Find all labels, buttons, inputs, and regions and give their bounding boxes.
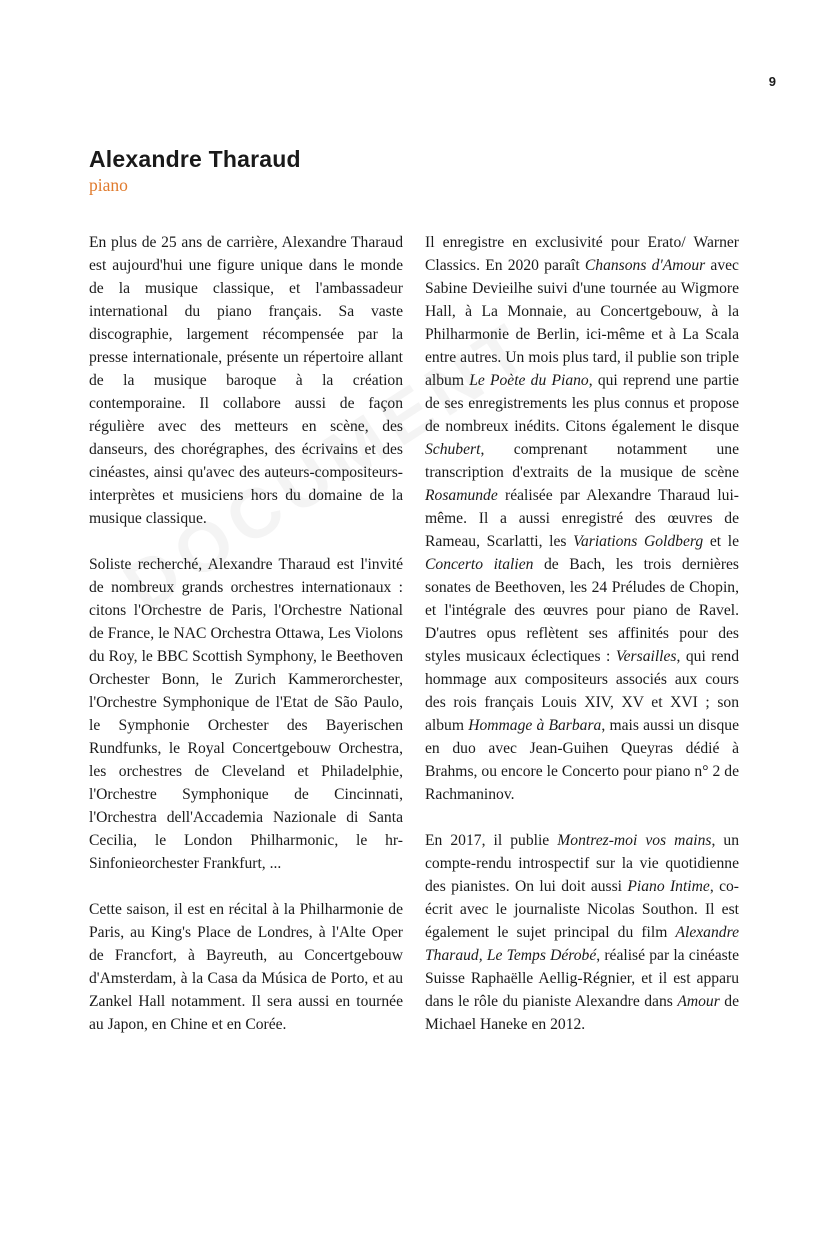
work-title: Rosamunde xyxy=(425,487,498,504)
book-title: Piano Intime xyxy=(627,878,710,895)
text-segment: de Bach, les trois dernières sonates de Beethoven, les 24 Préludes de Chopin, et l'intégrale des œuvres pour piano de Ravel. D'autres opus reflètent ses affinités pour des styles musicaux éclectiques : xyxy=(425,556,740,665)
instrument-subtitle: piano xyxy=(89,175,128,195)
text-segment: , mais aussi un disque en duo avec Jean-Guihen Queyras dédié à Brahms, ou encore le Concerto pour piano n° 2 de Rachmaninov. xyxy=(425,717,739,803)
left-text-column xyxy=(89,231,403,1036)
text-segment: En 2017, il publie xyxy=(425,832,558,849)
text-segment: , qui rend hommage aux compositeurs associés aux cours des rois français Louis XIV, XV et XVI ; son album xyxy=(425,648,739,734)
album-title: Le Poète du Piano xyxy=(469,372,589,389)
season-paragraph: Cette saison, il est en récital à la Philharmonie de Paris, au King's Place de Londres, à l'Alte Oper de Francfort, à Bayreuth, au Concertgebouw d'Amsterdam, à la Casa da Música de Porto, et au Zankel Hall notamment. Il sera aussi en tournée au Japon, en Chine et en Corée. xyxy=(89,901,403,1033)
album-title: Versailles xyxy=(615,648,677,665)
career-paragraph: En plus de 25 ans de carrière, Alexandre Tharaud est aujourd'hui une figure unique dans le monde de la musique classique, et l'ambassadeur international du piano français. Sa vaste discographie, largement récompensée par la presse internationale, présente un répertoire allant de la musique baroque à la création contemporaine. Il collabore aussi de façon régulière avec des metteurs en scène, des danseurs, des chorégraphes, des écrivains et des cinéastes, ainsi qu'avec des auteurs-compositeurs-interprètes et musiciens hors du domaine de la musique classique. xyxy=(89,234,403,527)
text-segment: , réalisé par la cinéaste Suisse Raphaëlle Aellig-Régnier, et il est apparu dans le rôle du pianiste Alexandre dans xyxy=(425,947,739,1010)
discography-paragraph xyxy=(425,231,739,806)
page-number: 9 xyxy=(768,74,776,89)
text-segment: et le xyxy=(703,533,739,550)
work-title: Concerto italien xyxy=(425,556,534,573)
book-title: Montrez-moi vos mains xyxy=(557,832,712,849)
text-segment: , comprenant notamment une transcription d'extraits de la musique de scène xyxy=(425,441,739,481)
text-segment: de Michael Haneke en 2012. xyxy=(425,993,739,1033)
text-segment: , co-écrit avec le journaliste Nicolas Southon. Il est également le sujet principal du film xyxy=(425,878,739,941)
text-segment: , qui reprend une partie de ses enregistrements les plus connus et propose de nombreux inédits. Citons également le disque xyxy=(425,372,739,435)
artist-name-title: Alexandre Tharaud xyxy=(89,146,301,172)
album-title: Chansons d'Amour xyxy=(584,257,706,274)
text-segment: réalisée par Alexandre Tharaud lui-même. Il a aussi enregistré des œuvres de Rameau, Scarlatti, les xyxy=(425,487,739,550)
album-title: Hommage à Barbara xyxy=(468,717,602,734)
text-segment: Il enregistre en exclusivité pour Erato/ Warner Classics. En 2020 paraît xyxy=(425,234,739,274)
album-title: Schubert xyxy=(425,441,481,458)
film-title: Alexandre Tharaud, Le Temps Dérobé xyxy=(425,924,739,964)
film-title: Amour xyxy=(677,993,720,1010)
text-segment: avec Sabine Devieilhe suivi d'une tournée au Wigmore Hall, à La Monnaie, au Concertgebouw, à la Philharmonie de Berlin, ici-même et à La Scala entre autres. Un mois plus tard, il publie son triple album xyxy=(425,257,739,389)
text-segment: , un compte-rendu introspectif sur la vie quotidienne des pianistes. On lui doit aussi xyxy=(425,832,739,895)
orchestras-paragraph: Soliste recherché, Alexandre Tharaud est l'invité de nombreux grands orchestres internationaux : citons l'Orchestre de Paris, l'Orchestre National de France, le NAC Orchestra Ottawa, Les Violons du Roy, le BBC Scottish Symphony, le Beethoven Orchester Bonn, le Zurich Kammerorchester, l'Orchestre Symphonique de l'Etat de São Paulo, le Symphonie Orchester des Bayerischen Rundfunks, le Royal Concertgebouw Orchestra, les orchestres de Cleveland et Philadelphie, l'Orchestre Symphonique de Cincinnati, l'Orchestra dell'Accademia Nazionale di Santa Cecilia, le London Philharmonic, le hr-Sinfonieorchester Frankfurt, ... xyxy=(89,556,403,872)
work-title: Variations Goldberg xyxy=(573,533,704,550)
books-film-paragraph xyxy=(425,829,739,1036)
right-text-column xyxy=(425,231,739,1036)
